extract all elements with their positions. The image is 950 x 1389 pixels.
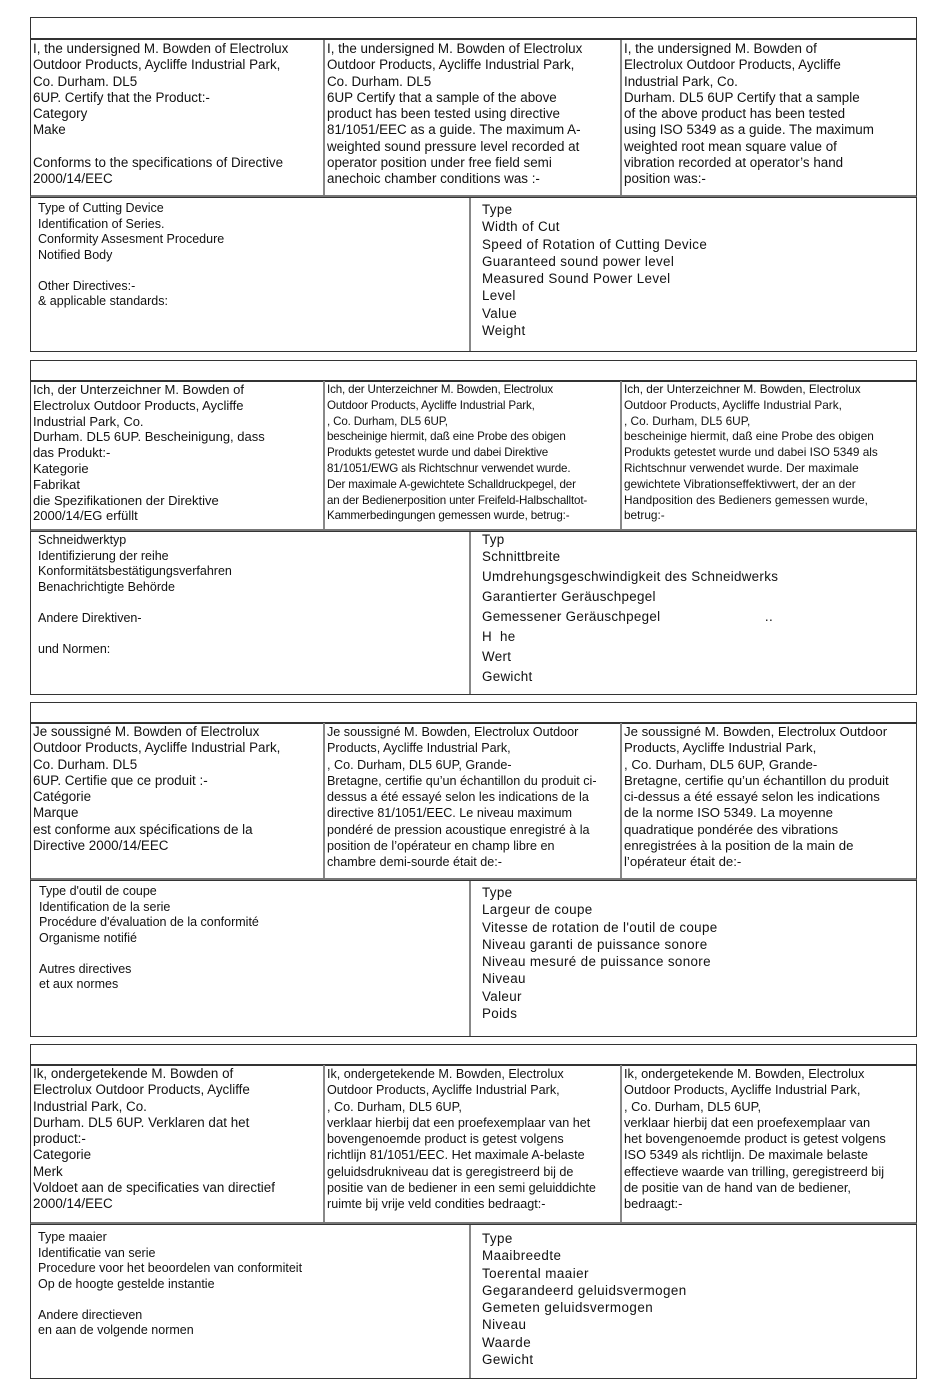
details-row [30,531,917,695]
vibration-declaration: Ich, der Unterzeichner M. Bowden, Electrolux Outdoor Products, Aycliffe Industrial Park, , Co. Durham, DL5 6UP, bescheinige hiermit, daß eine Probe des obigen Produkts getestet wurde und dabei ISO 5349 als Richtschnur verwendet wurde. Der maximale gewichtete Vibrationseffektivwert, der an der Handposition des Bedieners gemessen wurde, betrug:- [624,382,878,523]
field-label: Identification de la serie [39,899,171,914]
left-field-list [31,198,471,351]
field-label: et aux normes [39,977,119,991]
field-label: Niveau garanti de puissance sonore [482,936,708,952]
left-field-list [31,532,471,694]
left-field-list [31,1225,471,1378]
field-label: Autres directives [39,961,132,976]
field-label: Niveau mesuré de puissance sonore [482,954,711,970]
spacer [39,946,469,962]
sound-declaration: Ich, der Unterzeichner M. Bowden, Electrolux Outdoor Products, Aycliffe Industrial Park, , Co. Durham, DL5 6UP, bescheinige hiermit, daß eine Probe des obigen Produkts getestet wurde und dabei Direktive 81/1051/EWG als Richtschnur verwendet wurde. Der maximale A-gewichtete Schalldruckpegel, der an der Bedienerposition unter Freifeld-Halbschalltot- Kammerbedingungen gemessen wurde, betrug:- [325,381,622,529]
conformity-declaration: Ich, der Unterzeichner M. Bowden of Electrolux Outdoor Products, Aycliffe Industrial Park, Co. Durham. DL5 6UP. Bescheinigung, dass das Produkt:- Kategorie Fabrikat die Spezifikationen der Direktive 2000/14/EG erfüllt [31,381,325,529]
field-label: Width of Cut [482,219,560,235]
field-label: Valeur [482,988,522,1004]
field-label: Garantierter Geräuschpegel [482,589,656,604]
field-label: Umdrehungsgeschwindigkeit des Schneidwerks [482,569,779,584]
field-label: & applicable standards: [38,294,168,308]
field-label: Value [482,305,518,321]
details-row [30,880,917,1037]
field-label: Level [482,288,516,304]
vibration-declaration: Je soussigné M. Bowden, Electrolux Outdoor Products, Aycliffe Industrial Park, , Co. Durham, DL5 6UP, Grande- Bretagne, certifie qu’un échantillon du produit ci-dessus a été essayé selon les indications de la norme ISO 5349. La moyenne quadratique pondérée des vibrations enregistrées à la position de la main de l’opérateur était de:- [624,724,889,870]
conformity-declaration: Ik, ondergetekende M. Bowden of Electrolux Outdoor Products, Aycliffe Industrial Park, Co. Durham. DL5 6UP. Verklaren dat het product:- Categorie Merk Voldoet aan de specificaties van directief 2000/14/EEC [31,1065,325,1222]
field-label: Identificatie van serie [38,1245,156,1260]
field-label: Identifizierung der reihe [38,548,169,563]
conformity-declaration: I, the undersigned M. Bowden of Electrolux Outdoor Products, Aycliffe Industrial Park, Co. Durham. DL5 6UP. Certify that the Product:- Category Make Conforms to the specifications of Directive 2000/14/EEC [31,40,325,195]
right-field-list [473,532,916,694]
right-field-list [473,881,916,1036]
field-label: Op de hoogte gestelde instantie [38,1276,215,1291]
field-label: Type d'outil de coupe [39,884,157,898]
field-label: Weight [482,323,526,339]
right-field-list [473,1225,916,1378]
field-label: Type of Cutting Device [38,201,164,215]
field-label: Andere Direktiven- [38,610,142,625]
field-label: Type maaier [38,1230,107,1244]
declaration-row [30,1064,917,1224]
field-label: Andere directieven [38,1307,143,1322]
field-label: Notified Body [38,247,113,262]
sound-declaration: Ik, ondergetekende M. Bowden, Electrolux Outdoor Products, Aycliffe Industrial Park, , Co. Durham, DL5 6UP, verklaar hierbij dat een proefexemplaar van het bovengenoemde product is getest volgens richtlijn 81/1051/EEC. Het maximale A-belaste geluidsdrukniveau dat is geregistreerd bij de positie van de bediener in een semi geluiddichte ruimte bij vrije veld condities bedraagt:- [325,1065,622,1222]
field-label: Measured Sound Power Level [482,271,671,287]
declaration-row [30,380,917,531]
field-label: Other Directives:- [38,278,136,293]
field-label: Gemessener Geräuschpegel .. [482,609,773,624]
field-label: Organisme notifié [39,930,137,945]
declaration-row [30,722,917,880]
field-label: Vitesse de rotation de l'outil de coupe [482,919,718,935]
field-label: Waarde [482,1334,532,1350]
field-label: Type [482,885,513,900]
spacer [38,263,469,279]
field-label: Wert [482,649,512,664]
field-label: Identification of Series. [38,216,165,231]
field-label: Conformity Assesment Procedure [38,232,225,246]
field-label: Speed of Rotation of Cutting Device [482,236,708,252]
section-title-bar [30,17,917,39]
details-row [30,197,917,352]
field-label: Gewicht [482,669,533,684]
section-title-bar [30,1044,917,1066]
field-label: Konformitätsbestätigungsverfahren [38,564,232,578]
field-label: Guaranteed sound power level [482,253,675,269]
conformity-declaration: Je soussigné M. Bowden of Electrolux Outdoor Products, Aycliffe Industrial Park, Co. Durham. DL5 6UP. Certifie que ce produit :- Catégorie Marque est conforme aux spécifications de la Directive 2000/14/EEC [31,723,325,878]
left-field-list [31,881,471,1036]
field-label: Type [482,202,513,217]
field-label: Gegarandeerd geluidsvermogen [482,1282,687,1298]
sound-declaration: Je soussigné M. Bowden, Electrolux Outdoor Products, Aycliffe Industrial Park, , Co. Durham, DL5 6UP, Grande- Bretagne, certifie qu’un échantillon du produit ci- dessus a été essayé selon les indications de la directive 81/1051/EEC. Le niveau maximum pondéré de pression acoustique enregistré à la position de l’opérateur en champ libre en chambre demi-sourde était de:- [325,723,622,878]
field-label: Schnittbreite [482,549,561,564]
field-label: Niveau [482,971,526,987]
field-label: Type [482,1231,513,1246]
field-label: Niveau [482,1317,527,1333]
field-label: Poids [482,1006,518,1022]
vibration-declaration: Ik, ondergetekende M. Bowden, Electrolux Outdoor Products, Aycliffe Industrial Park, , Co. Durham, DL5 6UP, verklaar hierbij dat een proefexemplaar van het bovengenoemde product is getest volgens ISO 5349 als richtlijn. De maximale belaste effectieve waarde van trilling, geregistreerd bij de positie van de hand van de bediener, bedraagt:- [624,1066,886,1212]
field-label: und Normen: [38,641,111,656]
field-label: Maaibreedte [482,1248,562,1264]
declaration-row [30,39,917,197]
field-label: Toerental maaier [482,1265,589,1281]
section-title-bar [30,702,917,724]
field-label: H he [482,629,516,644]
field-label: Benachrichtigte Behörde [38,579,175,594]
field-label: Gewicht [482,1352,534,1368]
spacer [38,626,469,642]
field-label: Procedure voor het beoordelen van conformiteit [38,1261,303,1275]
spacer [38,595,469,611]
sound-declaration: I, the undersigned M. Bowden of Electrolux Outdoor Products, Aycliffe Industrial Park, Co. Durham. DL5 6UP Certify that a sample of the above product has been tested using directive 81/1051/EEC as a guide. The maximum A- weighted sound pressure level recorded at operator position under free field semi anechoic chamber conditions was :- [325,40,622,195]
field-label: Gemeten geluidsvermogen [482,1300,654,1316]
right-field-list [473,198,916,351]
field-label: Largeur de coupe [482,902,593,918]
details-row [30,1224,917,1379]
field-label: Typ [482,532,505,547]
field-label: en aan de volgende normen [38,1323,194,1337]
section-title-bar [30,360,917,382]
spacer [38,1292,469,1308]
field-label: Procédure d'évaluation de la conformité [39,915,259,929]
field-label: Schneidwerktyp [38,533,127,547]
vibration-declaration: I, the undersigned M. Bowden of Electrolux Outdoor Products, Aycliffe Industrial Park, Co. Durham. DL5 6UP Certify that a sample of the above product has been tested using ISO 5349 as a guide. The maximum weighted root mean square value of vibration recorded at operator’s hand position was:- [624,41,874,187]
